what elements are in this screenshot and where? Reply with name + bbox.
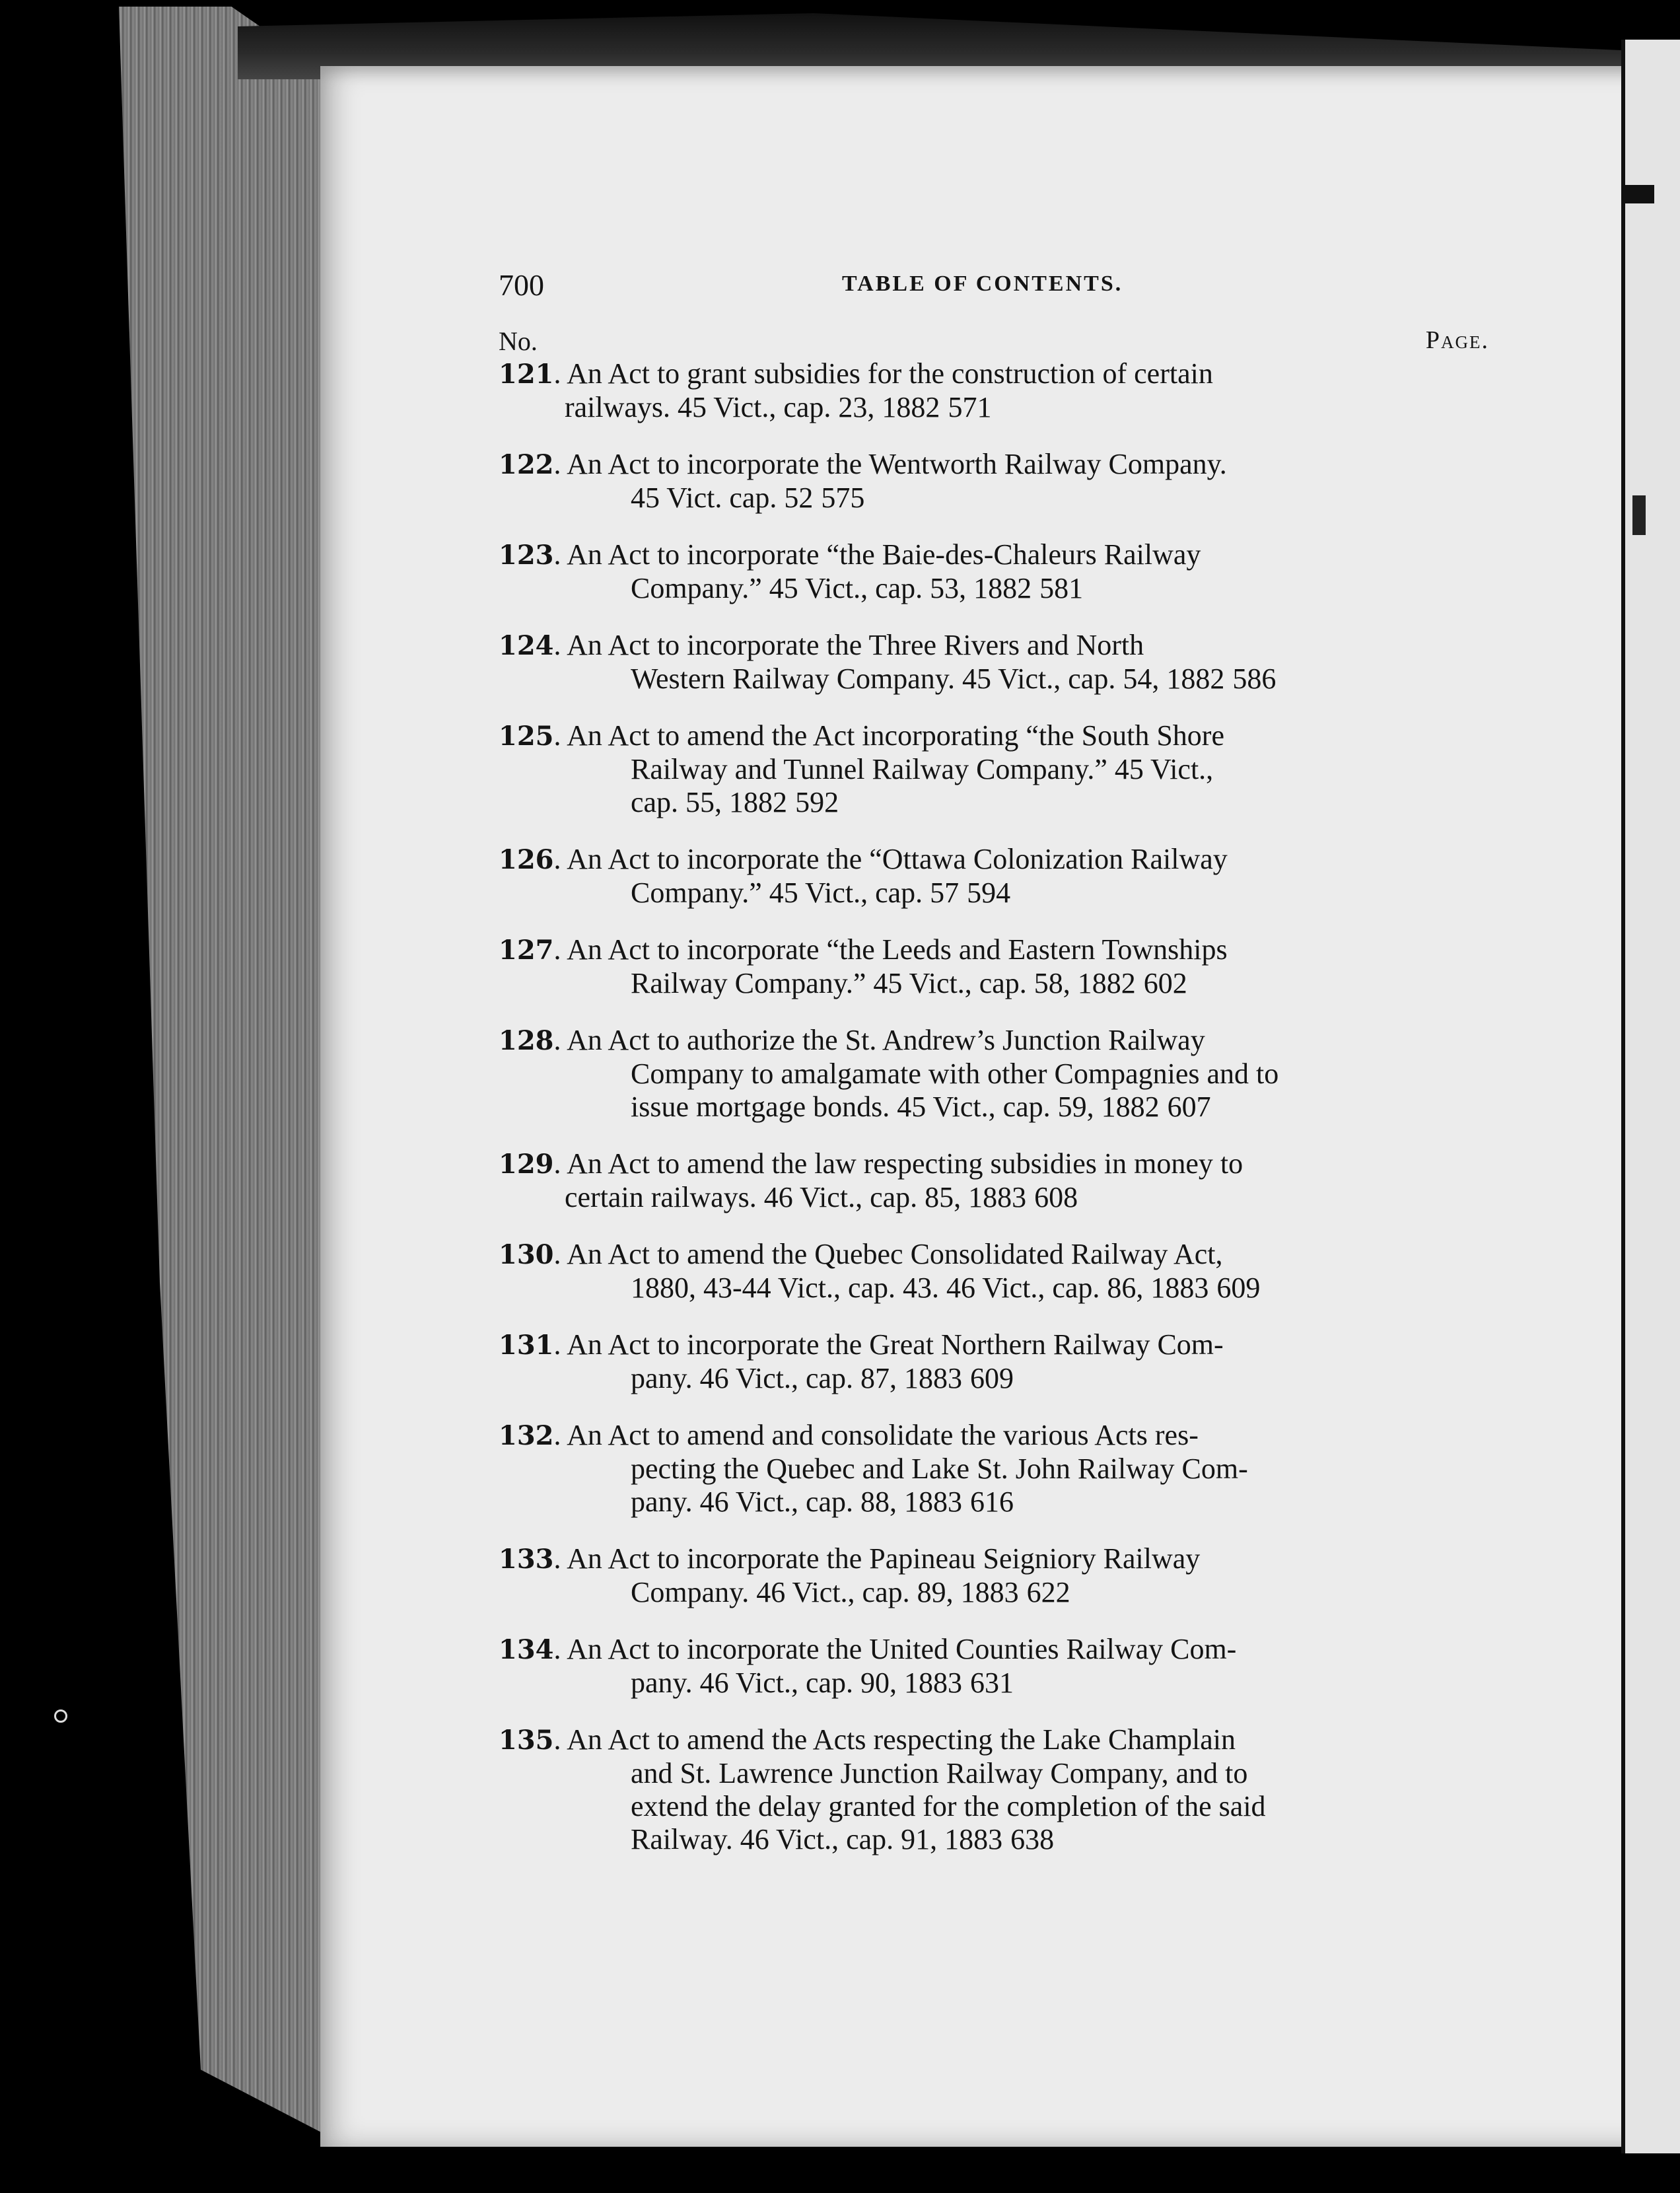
entry-number-period: . [553, 933, 567, 966]
entry-text: Company.” 45 Vict., cap. 57 [631, 877, 960, 909]
page-header [499, 268, 1489, 307]
entry-line [499, 482, 1489, 515]
entry-text: An Act to amend the Quebec Consolidated Railway Act, [567, 1238, 1223, 1270]
entry-line [499, 538, 1489, 572]
entry-number: 130 [499, 1239, 554, 1270]
toc-entry [499, 1419, 1489, 1519]
entry-line [499, 753, 1489, 786]
entry-line [499, 1453, 1489, 1486]
facing-page-mark [1621, 185, 1654, 203]
entry-number-period: . [553, 357, 567, 390]
entry-line [499, 1667, 1489, 1700]
entry-page-number: 607 [1167, 1091, 1211, 1123]
entry-line [499, 1633, 1489, 1667]
entry-text: An Act to amend the Act incorporating “the South Shore [567, 719, 1224, 752]
entry-number-period: . [553, 1723, 567, 1756]
toc-entry [499, 1147, 1489, 1214]
entry-number-period: . [553, 538, 567, 571]
entry-line [499, 1790, 1489, 1823]
entry-page-number: 622 [1026, 1576, 1070, 1608]
entry-text: An Act to incorporate the Papineau Seigniory Railway [567, 1542, 1201, 1575]
entry-line [499, 1181, 1489, 1214]
entry-page-number: 586 [1232, 663, 1277, 695]
entry-number: 128 [499, 1025, 554, 1056]
entry-page-number: 575 [821, 482, 865, 514]
entry-line [499, 843, 1489, 877]
entry-line [499, 357, 1489, 391]
column-heading-no: No. [499, 326, 538, 356]
entry-line [499, 391, 1489, 424]
entry-text: railways. 45 Vict., cap. 23, 1882 [565, 391, 940, 423]
entry-text: certain railways. 46 Vict., cap. 85, 1883 [565, 1181, 1027, 1213]
entry-text: An Act to incorporate the Wentworth Railway Company. [567, 448, 1227, 480]
entry-line [499, 1362, 1489, 1395]
entry-page-number: 594 [967, 877, 1011, 909]
entry-text: cap. 55, 1882 [631, 786, 788, 818]
entry-line [499, 1024, 1489, 1058]
entry-line [499, 967, 1489, 1000]
entry-line [499, 448, 1489, 482]
toc-entry [499, 933, 1489, 1000]
toc-entry [499, 357, 1489, 424]
entry-text: An Act to incorporate “the Baie-des-Chaleurs Railway [567, 538, 1201, 571]
toc-entry [499, 1723, 1489, 1856]
entry-number-period: . [553, 1328, 567, 1361]
entry-number: 134 [499, 1634, 554, 1665]
entry-number-period: . [553, 1147, 567, 1180]
entry-line [499, 1147, 1489, 1181]
entry-text: issue mortgage bonds. 45 Vict., cap. 59, 1882 [631, 1091, 1160, 1123]
entry-number-period: . [553, 1419, 567, 1451]
entry-line [499, 877, 1489, 910]
entry-page-number: 616 [970, 1486, 1014, 1518]
entry-number-period: . [553, 1633, 567, 1665]
entry-text: An Act to incorporate the “Ottawa Colonization Railway [567, 843, 1228, 875]
entry-text: pany. 46 Vict., cap. 87, 1883 [631, 1362, 963, 1394]
entry-text: pany. 46 Vict., cap. 90, 1883 [631, 1667, 963, 1699]
entry-line [499, 663, 1489, 696]
entry-line [499, 933, 1489, 967]
entry-number-period: . [553, 843, 567, 875]
entry-line [499, 1419, 1489, 1453]
entry-number-period: . [553, 1238, 567, 1270]
entry-line [499, 1823, 1489, 1856]
entry-page-number: 609 [970, 1362, 1014, 1394]
entry-text: An Act to incorporate “the Leeds and Eastern Townships [567, 933, 1228, 966]
entry-text: An Act to amend the Acts respecting the Lake Champlain [567, 1723, 1236, 1756]
entry-number-period: . [553, 719, 567, 752]
entry-text: pany. 46 Vict., cap. 88, 1883 [631, 1486, 963, 1518]
entry-line [499, 1091, 1489, 1124]
entry-page-number: 592 [795, 786, 839, 818]
entry-number: 132 [499, 1420, 554, 1451]
entry-list [499, 357, 1489, 1856]
entry-text: An Act to incorporate the Great Northern Railway Com- [567, 1328, 1224, 1361]
entry-text: extend the delay granted for the completion of the said [631, 1790, 1266, 1822]
entry-line [499, 719, 1489, 753]
toc-entry [499, 1633, 1489, 1700]
entry-page-number: 631 [970, 1667, 1014, 1699]
entry-number: 129 [499, 1149, 554, 1180]
toc-entry [499, 538, 1489, 605]
entry-text: Company.” 45 Vict., cap. 53, 1882 [631, 572, 1032, 604]
entry-number: 125 [499, 721, 554, 752]
entry-page-number: 571 [948, 391, 992, 423]
entry-line [499, 1757, 1489, 1790]
entry-line [499, 1328, 1489, 1362]
entry-line [499, 1723, 1489, 1757]
toc-entry [499, 629, 1489, 696]
entry-text: An Act to grant subsidies for the construction of certain [567, 357, 1213, 390]
entry-page-number: 609 [1216, 1272, 1261, 1304]
book-page-edges [119, 7, 324, 2134]
entry-line [499, 1486, 1489, 1519]
entry-line [499, 786, 1489, 819]
entry-line [499, 1576, 1489, 1609]
entry-number: 127 [499, 935, 554, 966]
entry-page-number: 602 [1143, 967, 1187, 999]
facing-page-edge [1621, 40, 1680, 2153]
entry-line [499, 1058, 1489, 1091]
entry-text: An Act to amend and consolidate the various Acts res- [567, 1419, 1199, 1451]
entry-line [499, 572, 1489, 605]
toc-entry [499, 1328, 1489, 1395]
entry-text: Railway. 46 Vict., cap. 91, 1883 [631, 1823, 1003, 1855]
entry-text: 45 Vict. cap. 52 [631, 482, 814, 514]
column-headings [499, 326, 1489, 357]
toc-entry [499, 719, 1489, 819]
entry-number: 124 [499, 630, 554, 661]
entry-text: Company. 46 Vict., cap. 89, 1883 [631, 1576, 1019, 1608]
entry-text: An Act to incorporate the United Counties Railway Com- [567, 1633, 1237, 1665]
toc-entry [499, 448, 1489, 515]
entry-number-period: . [553, 1024, 567, 1056]
entry-page-number: 581 [1039, 572, 1084, 604]
toc-entry [499, 1024, 1489, 1124]
entry-number: 131 [499, 1330, 554, 1361]
entry-line [499, 1272, 1489, 1305]
entry-number-period: . [553, 448, 567, 480]
entry-number-period: . [553, 629, 567, 661]
entry-number: 123 [499, 540, 554, 571]
entry-text: and St. Lawrence Junction Railway Company, and to [631, 1757, 1248, 1789]
entry-page-number: 638 [1010, 1823, 1055, 1855]
toc-entry [499, 1238, 1489, 1305]
running-title: TABLE OF CONTENTS. [842, 271, 1123, 296]
entry-text: Railway Company.” 45 Vict., cap. 58, 1882 [631, 967, 1136, 999]
entry-number-period: . [553, 1542, 567, 1575]
toc-entry [499, 843, 1489, 910]
column-heading-page: Page. [1425, 326, 1489, 354]
entry-text: Company to amalgamate with other Compagnies and to [631, 1058, 1279, 1090]
entry-number: 126 [499, 844, 554, 875]
entry-line [499, 1542, 1489, 1576]
entry-text: Railway and Tunnel Railway Company.” 45 Vict., [631, 753, 1214, 785]
entry-number: 122 [499, 449, 554, 480]
facing-page-mark-2 [1632, 495, 1646, 535]
entry-text: An Act to authorize the St. Andrew’s Junction Railway [567, 1024, 1205, 1056]
scan-artifact-dot [54, 1709, 67, 1723]
entry-number: 133 [499, 1544, 554, 1575]
entry-number: 121 [499, 359, 554, 390]
table-of-contents [499, 268, 1489, 1880]
entry-text: An Act to amend the law respecting subsidies in money to [567, 1147, 1243, 1180]
entry-number: 135 [499, 1725, 554, 1756]
entry-text: Western Railway Company. 45 Vict., cap. 54, 1882 [631, 663, 1225, 695]
entry-page-number: 608 [1034, 1181, 1078, 1213]
entry-text: 1880, 43-44 Vict., cap. 43. 46 Vict., cap. 86, 1883 [631, 1272, 1209, 1304]
entry-line [499, 629, 1489, 663]
toc-entry [499, 1542, 1489, 1609]
entry-line [499, 1238, 1489, 1272]
page-number: 700 [499, 268, 544, 302]
entry-text: pecting the Quebec and Lake St. John Railway Com- [631, 1453, 1248, 1485]
entry-text: An Act to incorporate the Three Rivers and North [567, 629, 1144, 661]
